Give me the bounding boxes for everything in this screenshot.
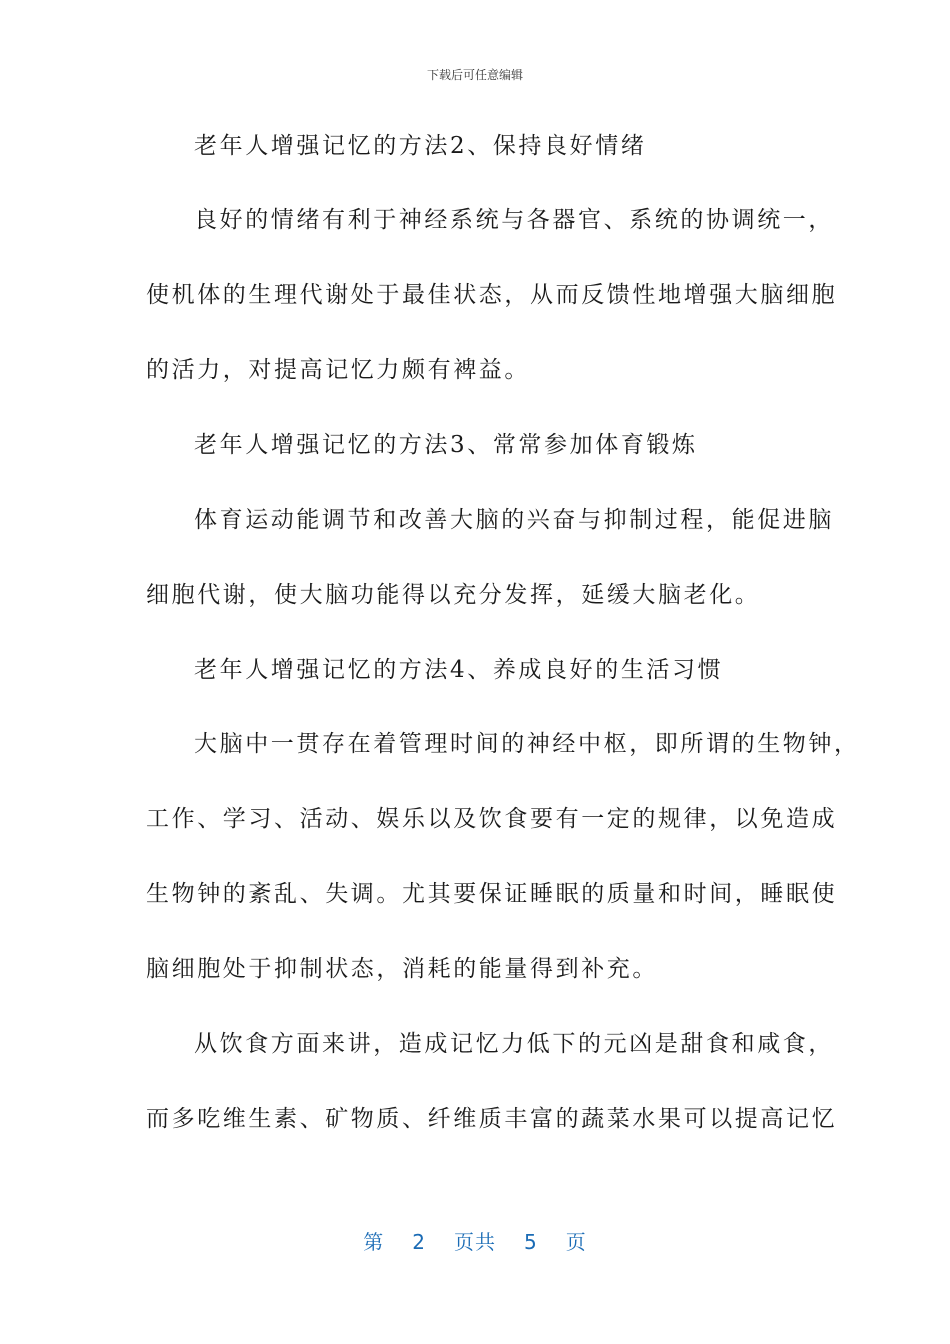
footer-page-prefix: 第 <box>363 1230 385 1254</box>
heading-method-4: 老年人增强记忆的方法4、养成良好的生活习惯 <box>194 657 724 683</box>
paragraph-line: 良好的情绪有利于神经系统与各器官、系统的协调统一， <box>194 207 834 233</box>
paragraph-line: 而多吃维生素、矿物质、纤维质丰富的蔬菜水果可以提高记忆 <box>146 1106 838 1132</box>
paragraph-line: 细胞代谢，使大脑功能得以充分发挥，延缓大脑老化。 <box>146 582 761 608</box>
paragraph-line: 体育运动能调节和改善大脑的兴奋与抑制过程，能促进脑 <box>194 507 834 533</box>
paragraph-line: 脑细胞处于抑制状态，消耗的能量得到补充。 <box>146 956 658 982</box>
page-footer <box>0 1226 950 1255</box>
paragraph-line: 工作、学习、活动、娱乐以及饮食要有一定的规律，以免造成 <box>146 806 838 832</box>
footer-total-pages: 5 <box>524 1230 538 1254</box>
heading-method-2: 老年人增强记忆的方法2、保持良好情绪 <box>194 133 647 159</box>
paragraph-line: 使机体的生理代谢处于最佳状态，从而反馈性地增强大脑细胞 <box>146 282 838 308</box>
paragraph-line: 大脑中一贯存在着管理时间的神经中枢，即所谓的生物钟， <box>194 731 860 757</box>
paragraph-line: 从饮食方面来讲，造成记忆力低下的元凶是甜食和咸食， <box>194 1031 834 1057</box>
footer-page-suffix: 页 <box>565 1230 587 1254</box>
paragraph-line: 生物钟的紊乱、失调。尤其要保证睡眠的质量和时间，睡眠使 <box>146 881 838 907</box>
heading-method-3: 老年人增强记忆的方法3、常常参加体育锻炼 <box>194 432 698 458</box>
header-note: 下载后可任意编辑 <box>426 68 523 82</box>
paragraph-line: 的活力，对提高记忆力颇有裨益。 <box>146 357 530 383</box>
footer-page-mid: 页共 <box>454 1230 496 1254</box>
footer-current-page: 2 <box>412 1230 426 1254</box>
